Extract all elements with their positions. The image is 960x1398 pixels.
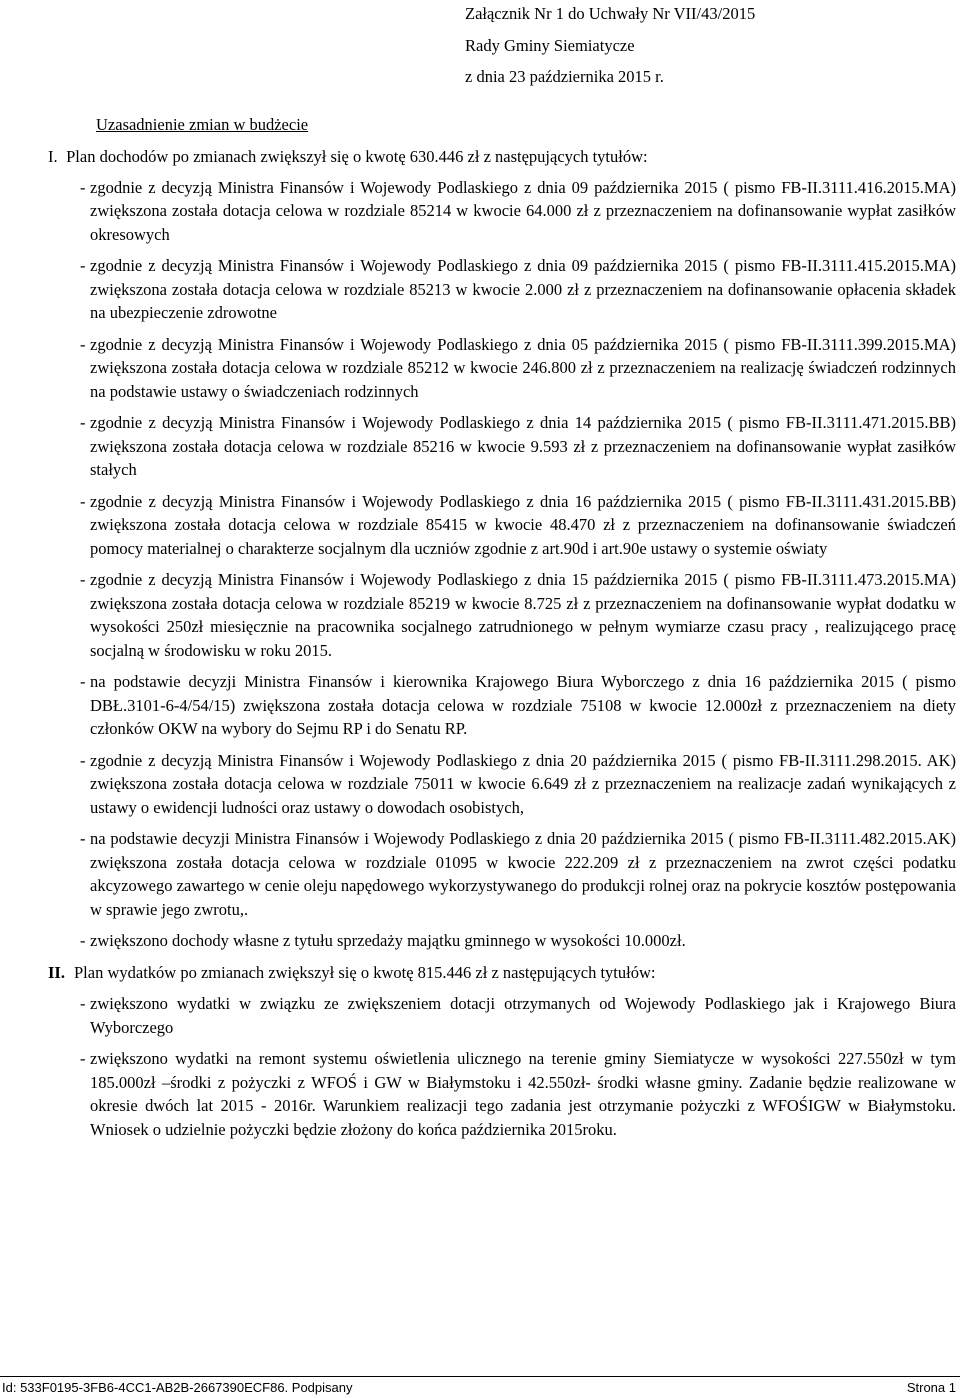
list-bullet: - xyxy=(80,256,86,275)
list-item-text: zgodnie z decyzją Ministra Finansów i Wojewody Podlaskiego z dnia 14 października 2015 ( pismo FB-II.3111.471.2015.BB) zwiększona została dotacja celowa w rozdziale 85216 w kwocie 9.593 zł z przeznaczeniem na dofinansowanie wypłat zasiłków stałych xyxy=(90,413,956,479)
list-item xyxy=(80,411,956,482)
section-income-heading-text: Plan dochodów po zmianach zwiększył się o kwotę 630.446 zł z następujących tytułów: xyxy=(66,147,648,166)
section-expenses-heading xyxy=(48,961,956,985)
list-item-text: zwiększono dochody własne z tytułu sprzedaży majątku gminnego w wysokości 10.000zł. xyxy=(90,931,686,950)
list-item xyxy=(80,490,956,561)
list-item xyxy=(80,670,956,741)
list-bullet: - xyxy=(80,491,86,511)
list-item-text: na podstawie decyzji Ministra Finansów i Wojewody Podlaskiego z dnia 20 października 2015 ( pismo FB-II.3111.482.2015.AK) zwiększona została dotacja celowa w rozdziale 01095 w kwocie 222.209 zł z przeznaczeniem na zwrot części podatku akcyzowego zawartego w cenie oleju napędowego wykorzystywanego do produkcji rolnej oraz na pokrycie kosztów postępowania w sprawie jego zwrotu,. xyxy=(90,829,956,919)
list-item xyxy=(80,176,956,247)
footer xyxy=(0,1378,960,1398)
section-expenses-list xyxy=(48,992,956,1141)
list-item-text: zgodnie z decyzją Ministra Finansów i Wojewody Podlaskiego z dnia 09 października 2015 ( pismo FB-II.3111.416.2015.MA) zwiększona została dotacja celowa w rozdziale 85214 w kwocie 64.000 zł z przeznaczeniem na dofinansowanie wypłat zasiłków okresowych xyxy=(90,177,956,244)
section-expenses-number: II. xyxy=(48,962,65,982)
list-bullet: - xyxy=(80,829,86,848)
section-income xyxy=(48,145,956,1141)
list-item-text: zwiększono wydatki w związku ze zwiększeniem dotacji otrzymanych od Wojewody Podlaskiego jak i Krajowego Biura Wyborczego xyxy=(90,994,956,1037)
section-expenses xyxy=(48,961,956,1142)
section-income-heading xyxy=(48,145,956,169)
attachment-header xyxy=(465,2,945,97)
list-bullet: - xyxy=(80,750,86,770)
list-item-text: zgodnie z decyzją Ministra Finansów i Wojewody Podlaskiego z dnia 15 października 2015 ( pismo FB-II.3111.473.2015.MA) zwiększona została dotacja celowa w rozdziale 85219 w kwocie 8.725 zł z przeznaczeniem na dofinansowanie wypłat dodatku w wysokości 250zł miesięcznie na pracownika socjalnego zatrudnionego w pełnym wymiarze czasu pracy , realizującego pracę socjalną w środowisku w roku 2015. xyxy=(90,570,956,660)
section-expenses-heading-text: Plan wydatków po zmianach zwiększył się o kwotę 815.446 zł z następujących tytułów: xyxy=(74,962,656,982)
list-item-text: na podstawie decyzji Ministra Finansów i kierownika Krajowego Biura Wyborczego z dnia 16 października 2015 ( pismo DBŁ.3101-6-4/54/15) zwiększona została dotacja celowa w rozdziale 75108 w kwocie 12.000zł z przeznaczeniem na diety członków OKW na wybory do Sejmu RP i do Senatu RP. xyxy=(90,672,956,738)
list-item xyxy=(80,568,956,662)
list-bullet: - xyxy=(80,413,86,432)
list-item xyxy=(80,749,956,820)
document-title: Uzasadnienie zmian w budżecie xyxy=(96,115,309,134)
list-item xyxy=(80,333,956,404)
list-item xyxy=(80,992,956,1039)
list-item xyxy=(80,1047,956,1141)
list-bullet: - xyxy=(80,672,86,691)
section-income-list xyxy=(48,176,956,953)
section-income-number: I. xyxy=(48,147,58,166)
list-item-text: zwiększono wydatki na remont systemu oświetlenia ulicznego na terenie gminy Siemiatycze w wysokości 227.550zł w tym 185.000zł –środki z pożyczki z WFOŚ i GW w Białymstoku i 42.550zł- środki własne gminy. Zadanie będzie realizowane w okresie dwóch lat 2015 - 2016r. Warunkiem realizacji tego zadania jest otrzymanie pożyczki z WFOŚIGW w Białymstoku. Wniosek o udzielnie pożyczki będzie złożony do końca października 2015roku. xyxy=(90,1049,956,1139)
list-item-text: zgodnie z decyzją Ministra Finansów i Wojewody Podlaskiego z dnia 09 października 2015 ( pismo FB-II.3111.415.2015.MA) zwiększona została dotacja celowa w rozdziale 85213 w kwocie 2.000 zł z przeznaczeniem na dofinansowanie opłacenia składek na ubezpieczenie zdrowotne xyxy=(90,256,956,322)
list-item xyxy=(80,929,956,953)
list-item-text: zgodnie z decyzją Ministra Finansów i Wojewody Podlaskiego z dnia 20 października 2015 ( pismo FB-II.3111.298.2015. AK) zwiększona została dotacja celowa w rozdziale 75011 w kwocie 6.649 zł z przeznaczeniem na realizacje zadań wynikających z ustawy o ewidencji ludności oraz ustawy o dowodach osobistych, xyxy=(90,750,956,817)
list-item-text: zgodnie z decyzją Ministra Finansów i Wojewody Podlaskiego z dnia 05 października 2015 ( pismo FB-II.3111.399.2015.MA) zwiększona została dotacja celowa w rozdziale 85212 w kwocie 246.800 zł z przeznaczeniem na realizację świadczeń rodzinnych na podstawie ustawy o świadczeniach rodzinnych xyxy=(90,334,956,401)
list-item-text: zgodnie z decyzją Ministra Finansów i Wojewody Podlaskiego z dnia 16 października 2015 ( pismo FB-II.3111.431.2015.BB) zwiększona została dotacja celowa w rozdziale 85415 w kwocie 48.470 zł z przeznaczeniem na dofinansowanie świadczeń pomocy materialnej o charakterze socjalnym dla uczniów zgodnie z art.90d i art.90e ustawy o systemie oświaty xyxy=(90,491,956,558)
list-bullet: - xyxy=(80,334,86,354)
header-line-1: Załącznik Nr 1 do Uchwały Nr VII/43/2015 xyxy=(465,4,756,23)
list-bullet: - xyxy=(80,177,86,197)
footer-page-number: Strona 1 xyxy=(906,1380,956,1395)
header-line-2: Rady Gminy Siemiatycze xyxy=(465,35,635,55)
list-bullet: - xyxy=(80,570,86,589)
footer-document-id: Id: 533F0195-3FB6-4CC1-AB2B-2667390ECF86. Podpisany xyxy=(2,1380,353,1395)
list-item xyxy=(80,827,956,921)
list-bullet: - xyxy=(80,994,86,1013)
header-line-3: z dnia 23 października 2015 r. xyxy=(465,67,664,86)
list-bullet: - xyxy=(80,1049,86,1068)
list-bullet: - xyxy=(80,931,86,950)
footer-divider xyxy=(0,1376,960,1377)
list-item xyxy=(80,254,956,325)
